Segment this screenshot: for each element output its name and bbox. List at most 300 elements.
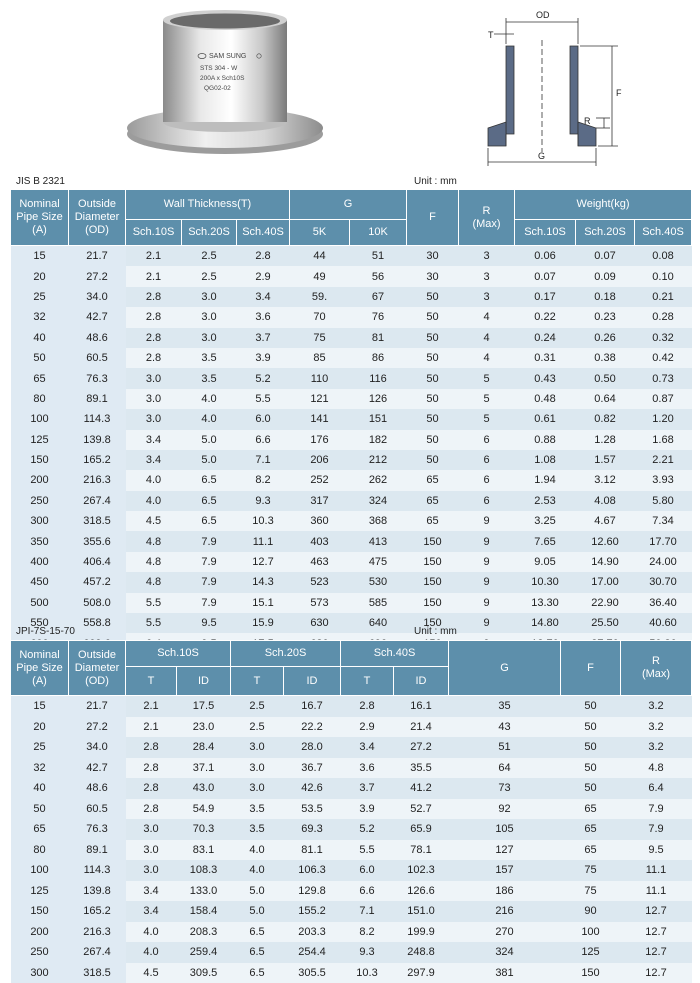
header-wall-thickness: Wall Thickness(T) <box>126 190 290 220</box>
table-cell: 0.17 <box>515 287 576 307</box>
table-cell: 7.65 <box>515 531 576 551</box>
table-cell: 3.0 <box>182 328 237 348</box>
table-cell: 27.2 <box>394 737 449 758</box>
table-cell: 15 <box>11 696 69 717</box>
table-row <box>11 409 692 429</box>
table-cell: 69.3 <box>284 819 341 840</box>
table-cell: 150 <box>407 613 459 633</box>
table-cell: 10.3 <box>341 963 394 983</box>
table-cell: 49 <box>290 266 350 286</box>
table-cell: 129.8 <box>284 881 341 902</box>
table-row <box>11 717 692 738</box>
table-cell: 150 <box>407 552 459 572</box>
table-cell: 7.1 <box>341 901 394 922</box>
table-cell: 30 <box>407 246 459 267</box>
table-cell: 73 <box>449 778 561 799</box>
table-cell: 413 <box>350 531 407 551</box>
table-cell: 65 <box>407 491 459 511</box>
table-cell: 3.9 <box>341 799 394 820</box>
table2-standard: JPI-7S-15-70 <box>16 626 75 637</box>
table-cell: 14.3 <box>237 572 290 592</box>
table-cell: 5.0 <box>231 881 284 902</box>
header-weight: Weight(kg) <box>515 190 692 220</box>
table-cell: 114.3 <box>69 409 126 429</box>
table-cell: 530 <box>350 572 407 592</box>
table-cell: 150 <box>561 963 621 983</box>
table-cell: 267.4 <box>69 491 126 511</box>
table-cell: 4.0 <box>126 470 182 490</box>
table-cell: 0.38 <box>576 348 635 368</box>
header-sch40s-t: T <box>341 667 394 696</box>
table-cell: 2.5 <box>231 717 284 738</box>
table-cell: 165.2 <box>69 450 126 470</box>
table-cell: 50 <box>407 409 459 429</box>
table-cell: 475 <box>350 552 407 572</box>
table-cell: 5.5 <box>126 613 182 633</box>
table1-unit: Unit : mm <box>414 176 457 187</box>
table-cell: 40.60 <box>635 613 692 633</box>
table-cell: 30 <box>407 266 459 286</box>
table-cell: 350 <box>11 531 69 551</box>
table-cell: 150 <box>407 593 459 613</box>
table-cell: 4 <box>459 348 515 368</box>
table-cell: 297.9 <box>394 963 449 983</box>
table-row <box>11 552 692 572</box>
table-cell: 81 <box>350 328 407 348</box>
header-r: R (Max) <box>621 641 692 696</box>
table-cell: 0.61 <box>515 409 576 429</box>
table-cell: 52.7 <box>394 799 449 820</box>
table-cell: 23.0 <box>177 717 231 738</box>
table-cell: 0.31 <box>515 348 576 368</box>
table-cell: 2.1 <box>126 696 177 717</box>
table-cell: 360 <box>290 511 350 531</box>
table-cell: 12.7 <box>621 963 692 983</box>
table-cell: 150 <box>407 531 459 551</box>
table-cell: 4.0 <box>182 409 237 429</box>
table-cell: 1.08 <box>515 450 576 470</box>
table-cell: 355.6 <box>69 531 126 551</box>
table-cell: 5.5 <box>341 840 394 861</box>
table-cell: 125 <box>561 942 621 963</box>
table-cell: 0.10 <box>635 266 692 286</box>
table-cell: 11.1 <box>621 860 692 881</box>
table-cell: 92 <box>449 799 561 820</box>
table-cell: 50 <box>11 348 69 368</box>
table-cell: 108.3 <box>177 860 231 881</box>
table-cell: 11.1 <box>237 531 290 551</box>
table-cell: 50 <box>407 348 459 368</box>
table-cell: 50 <box>561 737 621 758</box>
table-cell: 259.4 <box>177 942 231 963</box>
g-label: G <box>538 151 545 161</box>
table-cell: 50 <box>561 778 621 799</box>
table-cell: 3.6 <box>237 307 290 327</box>
table-cell: 12.60 <box>576 531 635 551</box>
table-cell: 75 <box>290 328 350 348</box>
table-cell: 3.0 <box>182 307 237 327</box>
table-cell: 80 <box>11 389 69 409</box>
table-row <box>11 881 692 902</box>
table-cell: 125 <box>11 430 69 450</box>
table-cell: 4.67 <box>576 511 635 531</box>
table-row <box>11 963 692 983</box>
table-cell: 267.4 <box>69 942 126 963</box>
table-cell: 90 <box>561 901 621 922</box>
table-cell: 585 <box>350 593 407 613</box>
table-row <box>11 778 692 799</box>
header-sch10s-id: ID <box>177 667 231 696</box>
table-cell: 2.8 <box>126 348 182 368</box>
header-sch10s-t: T <box>126 667 177 696</box>
r-label: R <box>584 116 591 126</box>
table-cell: 20 <box>11 266 69 286</box>
table-cell: 324 <box>350 491 407 511</box>
table-cell: 2.1 <box>126 246 182 267</box>
header-f: F <box>561 641 621 696</box>
table-cell: 3.0 <box>231 758 284 779</box>
table-cell: 1.28 <box>576 430 635 450</box>
table-cell: 43.0 <box>177 778 231 799</box>
table-cell: 25 <box>11 287 69 307</box>
table-cell: 105 <box>449 819 561 840</box>
table-cell: 126 <box>350 389 407 409</box>
header-sch20s-t: T <box>231 667 284 696</box>
table-cell: 16.7 <box>284 696 341 717</box>
table-cell: 44 <box>290 246 350 267</box>
table-cell: 34.0 <box>69 737 126 758</box>
table-cell: 4.8 <box>621 758 692 779</box>
table-cell: 6.5 <box>231 942 284 963</box>
table-cell: 3.4 <box>126 881 177 902</box>
table-cell: 22.90 <box>576 593 635 613</box>
table-row <box>11 430 692 450</box>
table-cell: 508.0 <box>69 593 126 613</box>
table-cell: 317 <box>290 491 350 511</box>
table-cell: 35.5 <box>394 758 449 779</box>
table-cell: 51 <box>350 246 407 267</box>
table-row <box>11 491 692 511</box>
table-row <box>11 572 692 592</box>
table-cell: 11.1 <box>621 881 692 902</box>
table-cell: 5.2 <box>237 368 290 388</box>
table-cell: 216 <box>449 901 561 922</box>
table-cell: 6 <box>459 470 515 490</box>
table-cell: 50 <box>407 307 459 327</box>
table-cell: 3.5 <box>231 799 284 820</box>
table-cell: 1.94 <box>515 470 576 490</box>
table-cell: 25.50 <box>576 613 635 633</box>
svg-text:SAM SUNG: SAM SUNG <box>209 53 246 60</box>
table-cell: 151 <box>350 409 407 429</box>
table-cell: 6 <box>459 491 515 511</box>
table-cell: 4.0 <box>126 922 177 943</box>
table-cell: 15.1 <box>237 593 290 613</box>
table-cell: 50 <box>11 799 69 820</box>
table-cell: 4.0 <box>126 942 177 963</box>
table-cell: 6.5 <box>231 922 284 943</box>
table-row <box>11 348 692 368</box>
table-cell: 50 <box>407 389 459 409</box>
table-cell: 17.00 <box>576 572 635 592</box>
table-row <box>11 511 692 531</box>
table-cell: 3 <box>459 287 515 307</box>
table-cell: 630 <box>290 613 350 633</box>
table-cell: 32 <box>11 758 69 779</box>
table-cell: 8.2 <box>341 922 394 943</box>
table-cell: 0.42 <box>635 348 692 368</box>
table-cell: 0.22 <box>515 307 576 327</box>
table-cell: 133.0 <box>177 881 231 902</box>
table-cell: 51 <box>449 737 561 758</box>
table-cell: 0.87 <box>635 389 692 409</box>
table-cell: 150 <box>11 901 69 922</box>
table-cell: 406.4 <box>69 552 126 572</box>
table-cell: 318.5 <box>69 963 126 983</box>
table-cell: 6.4 <box>621 778 692 799</box>
table-cell: 262 <box>350 470 407 490</box>
table-cell: 30.70 <box>635 572 692 592</box>
table-cell: 158.4 <box>177 901 231 922</box>
table-row <box>11 287 692 307</box>
table-cell: 450 <box>11 572 69 592</box>
table-cell: 324 <box>449 942 561 963</box>
table-cell: 3.0 <box>231 737 284 758</box>
table-cell: 216.3 <box>69 470 126 490</box>
table-cell: 0.09 <box>576 266 635 286</box>
table-row <box>11 368 692 388</box>
stub-end-drawing <box>470 4 630 174</box>
table-cell: 70.3 <box>177 819 231 840</box>
table-cell: 3.4 <box>126 901 177 922</box>
table-cell: 32 <box>11 307 69 327</box>
table-cell: 83.1 <box>177 840 231 861</box>
jis-spec-table <box>10 189 692 654</box>
table-cell: 4.8 <box>126 531 182 551</box>
table-cell: 7.1 <box>237 450 290 470</box>
table-row <box>11 922 692 943</box>
table-cell: 50 <box>407 430 459 450</box>
table-cell: 15.9 <box>237 613 290 633</box>
table-cell: 2.8 <box>126 778 177 799</box>
table-cell: 125 <box>11 881 69 902</box>
table-cell: 176 <box>290 430 350 450</box>
table-cell: 5 <box>459 368 515 388</box>
table-cell: 17.70 <box>635 531 692 551</box>
table-cell: 3.0 <box>126 389 182 409</box>
table-cell: 186 <box>449 881 561 902</box>
table-cell: 4.08 <box>576 491 635 511</box>
table-cell: 127 <box>449 840 561 861</box>
table-cell: 139.8 <box>69 881 126 902</box>
table-cell: 6.5 <box>182 511 237 531</box>
table-cell: 0.50 <box>576 368 635 388</box>
table-cell: 106.3 <box>284 860 341 881</box>
table-cell: 5.0 <box>231 901 284 922</box>
header-weight-sch20s: Sch.20S <box>576 220 635 246</box>
table-cell: 4.8 <box>126 552 182 572</box>
table-cell: 523 <box>290 572 350 592</box>
table-cell: 300 <box>11 511 69 531</box>
table-cell: 34.0 <box>69 287 126 307</box>
table-cell: 200 <box>11 922 69 943</box>
table-cell: 2.5 <box>182 246 237 267</box>
table-cell: 65 <box>407 511 459 531</box>
table-cell: 7.34 <box>635 511 692 531</box>
table-cell: 0.24 <box>515 328 576 348</box>
table-cell: 50 <box>561 758 621 779</box>
table-cell: 2.8 <box>126 328 182 348</box>
table-cell: 50 <box>561 696 621 717</box>
table-cell: 9.3 <box>237 491 290 511</box>
table-cell: 250 <box>11 491 69 511</box>
svg-text:QG02-02: QG02-02 <box>204 85 231 92</box>
table-cell: 3.0 <box>126 860 177 881</box>
table-cell: 85 <box>290 348 350 368</box>
table-cell: 381 <box>449 963 561 983</box>
table-cell: 13.30 <box>515 593 576 613</box>
table-cell: 550 <box>11 613 69 633</box>
table2-unit: Unit : mm <box>414 626 457 637</box>
table-cell: 20 <box>11 717 69 738</box>
table-cell: 2.53 <box>515 491 576 511</box>
table-cell: 0.06 <box>515 246 576 267</box>
table-cell: 3.5 <box>182 348 237 368</box>
table-cell: 212 <box>350 450 407 470</box>
table-cell: 4.8 <box>126 572 182 592</box>
table-cell: 28.4 <box>177 737 231 758</box>
table-cell: 6.5 <box>182 470 237 490</box>
table-cell: 21.4 <box>394 717 449 738</box>
table-cell: 28.0 <box>284 737 341 758</box>
table-cell: 300 <box>11 963 69 983</box>
table-cell: 50 <box>407 368 459 388</box>
table-cell: 5.0 <box>182 430 237 450</box>
table-cell: 3.93 <box>635 470 692 490</box>
table-cell: 206 <box>290 450 350 470</box>
table-cell: 12.7 <box>621 942 692 963</box>
table-cell: 368 <box>350 511 407 531</box>
stub-end-photo <box>120 6 330 156</box>
header-nominal: Nominal Pipe Size (A) <box>11 190 69 246</box>
table-cell: 50 <box>407 328 459 348</box>
table-cell: 252 <box>290 470 350 490</box>
table-cell: 65 <box>11 819 69 840</box>
table-cell: 3.2 <box>621 696 692 717</box>
table-cell: 21.7 <box>69 246 126 267</box>
table-cell: 3.12 <box>576 470 635 490</box>
table-cell: 3.2 <box>621 717 692 738</box>
table-cell: 165.2 <box>69 901 126 922</box>
table-cell: 21.7 <box>69 696 126 717</box>
f-label: F <box>616 88 622 98</box>
table-row <box>11 613 692 633</box>
table-cell: 0.21 <box>635 287 692 307</box>
table-row <box>11 328 692 348</box>
header-nominal: Nominal Pipe Size (A) <box>11 641 69 696</box>
svg-text:STS 304 - W: STS 304 - W <box>200 65 238 72</box>
table-cell: 65 <box>561 799 621 820</box>
jpi-spec-table <box>10 640 692 983</box>
table-cell: 141 <box>290 409 350 429</box>
header-g: G <box>449 641 561 696</box>
table-row <box>11 470 692 490</box>
table-cell: 3.4 <box>126 450 182 470</box>
table-cell: 3.5 <box>182 368 237 388</box>
table-cell: 27.2 <box>69 266 126 286</box>
table-cell: 76 <box>350 307 407 327</box>
table-cell: 0.32 <box>635 328 692 348</box>
table-row <box>11 246 692 267</box>
table-cell: 9.5 <box>621 840 692 861</box>
table-cell: 42.7 <box>69 307 126 327</box>
table-cell: 4 <box>459 328 515 348</box>
table-cell: 37.1 <box>177 758 231 779</box>
table-cell: 6.5 <box>182 491 237 511</box>
table-cell: 25 <box>11 737 69 758</box>
header-r: R (Max) <box>459 190 515 246</box>
table-cell: 12.7 <box>621 922 692 943</box>
table-row <box>11 799 692 820</box>
table-cell: 75 <box>561 881 621 902</box>
table-cell: 9.05 <box>515 552 576 572</box>
table-cell: 2.8 <box>341 696 394 717</box>
header-weight-sch40s: Sch.40S <box>635 220 692 246</box>
table-cell: 35 <box>449 696 561 717</box>
table-cell: 65 <box>11 368 69 388</box>
header-g: G <box>290 190 407 220</box>
table-cell: 203.3 <box>284 922 341 943</box>
table-row <box>11 307 692 327</box>
table-cell: 254.4 <box>284 942 341 963</box>
table-cell: 4.0 <box>182 389 237 409</box>
header-sch20s: Sch.20S <box>231 641 341 667</box>
table-cell: 155.2 <box>284 901 341 922</box>
table-cell: 4.0 <box>231 860 284 881</box>
table-cell: 75 <box>561 860 621 881</box>
header-f: F <box>407 190 459 246</box>
table-cell: 270 <box>449 922 561 943</box>
header-outside-diameter: Outside Diameter (OD) <box>69 190 126 246</box>
table-row <box>11 389 692 409</box>
table-cell: 9 <box>459 572 515 592</box>
table-cell: 121 <box>290 389 350 409</box>
table-cell: 4 <box>459 307 515 327</box>
table-cell: 3.25 <box>515 511 576 531</box>
table-cell: 6.6 <box>237 430 290 450</box>
t-label: T <box>488 30 494 40</box>
table-cell: 10.30 <box>515 572 576 592</box>
table-cell: 48.6 <box>69 328 126 348</box>
table-cell: 50 <box>407 450 459 470</box>
table-cell: 4.0 <box>126 491 182 511</box>
table-cell: 5.5 <box>126 593 182 613</box>
table-cell: 10.3 <box>237 511 290 531</box>
table-cell: 0.88 <box>515 430 576 450</box>
table-cell: 60.5 <box>69 799 126 820</box>
table-cell: 250 <box>11 942 69 963</box>
table-cell: 24.00 <box>635 552 692 572</box>
table-cell: 6 <box>459 450 515 470</box>
table-cell: 12.7 <box>237 552 290 572</box>
table-row <box>11 901 692 922</box>
header-sch40s-id: ID <box>394 667 449 696</box>
table-cell: 43 <box>449 717 561 738</box>
header-g-5k: 5K <box>290 220 350 246</box>
table-cell: 6.6 <box>341 881 394 902</box>
header-g-10k: 10K <box>350 220 407 246</box>
table-cell: 86 <box>350 348 407 368</box>
